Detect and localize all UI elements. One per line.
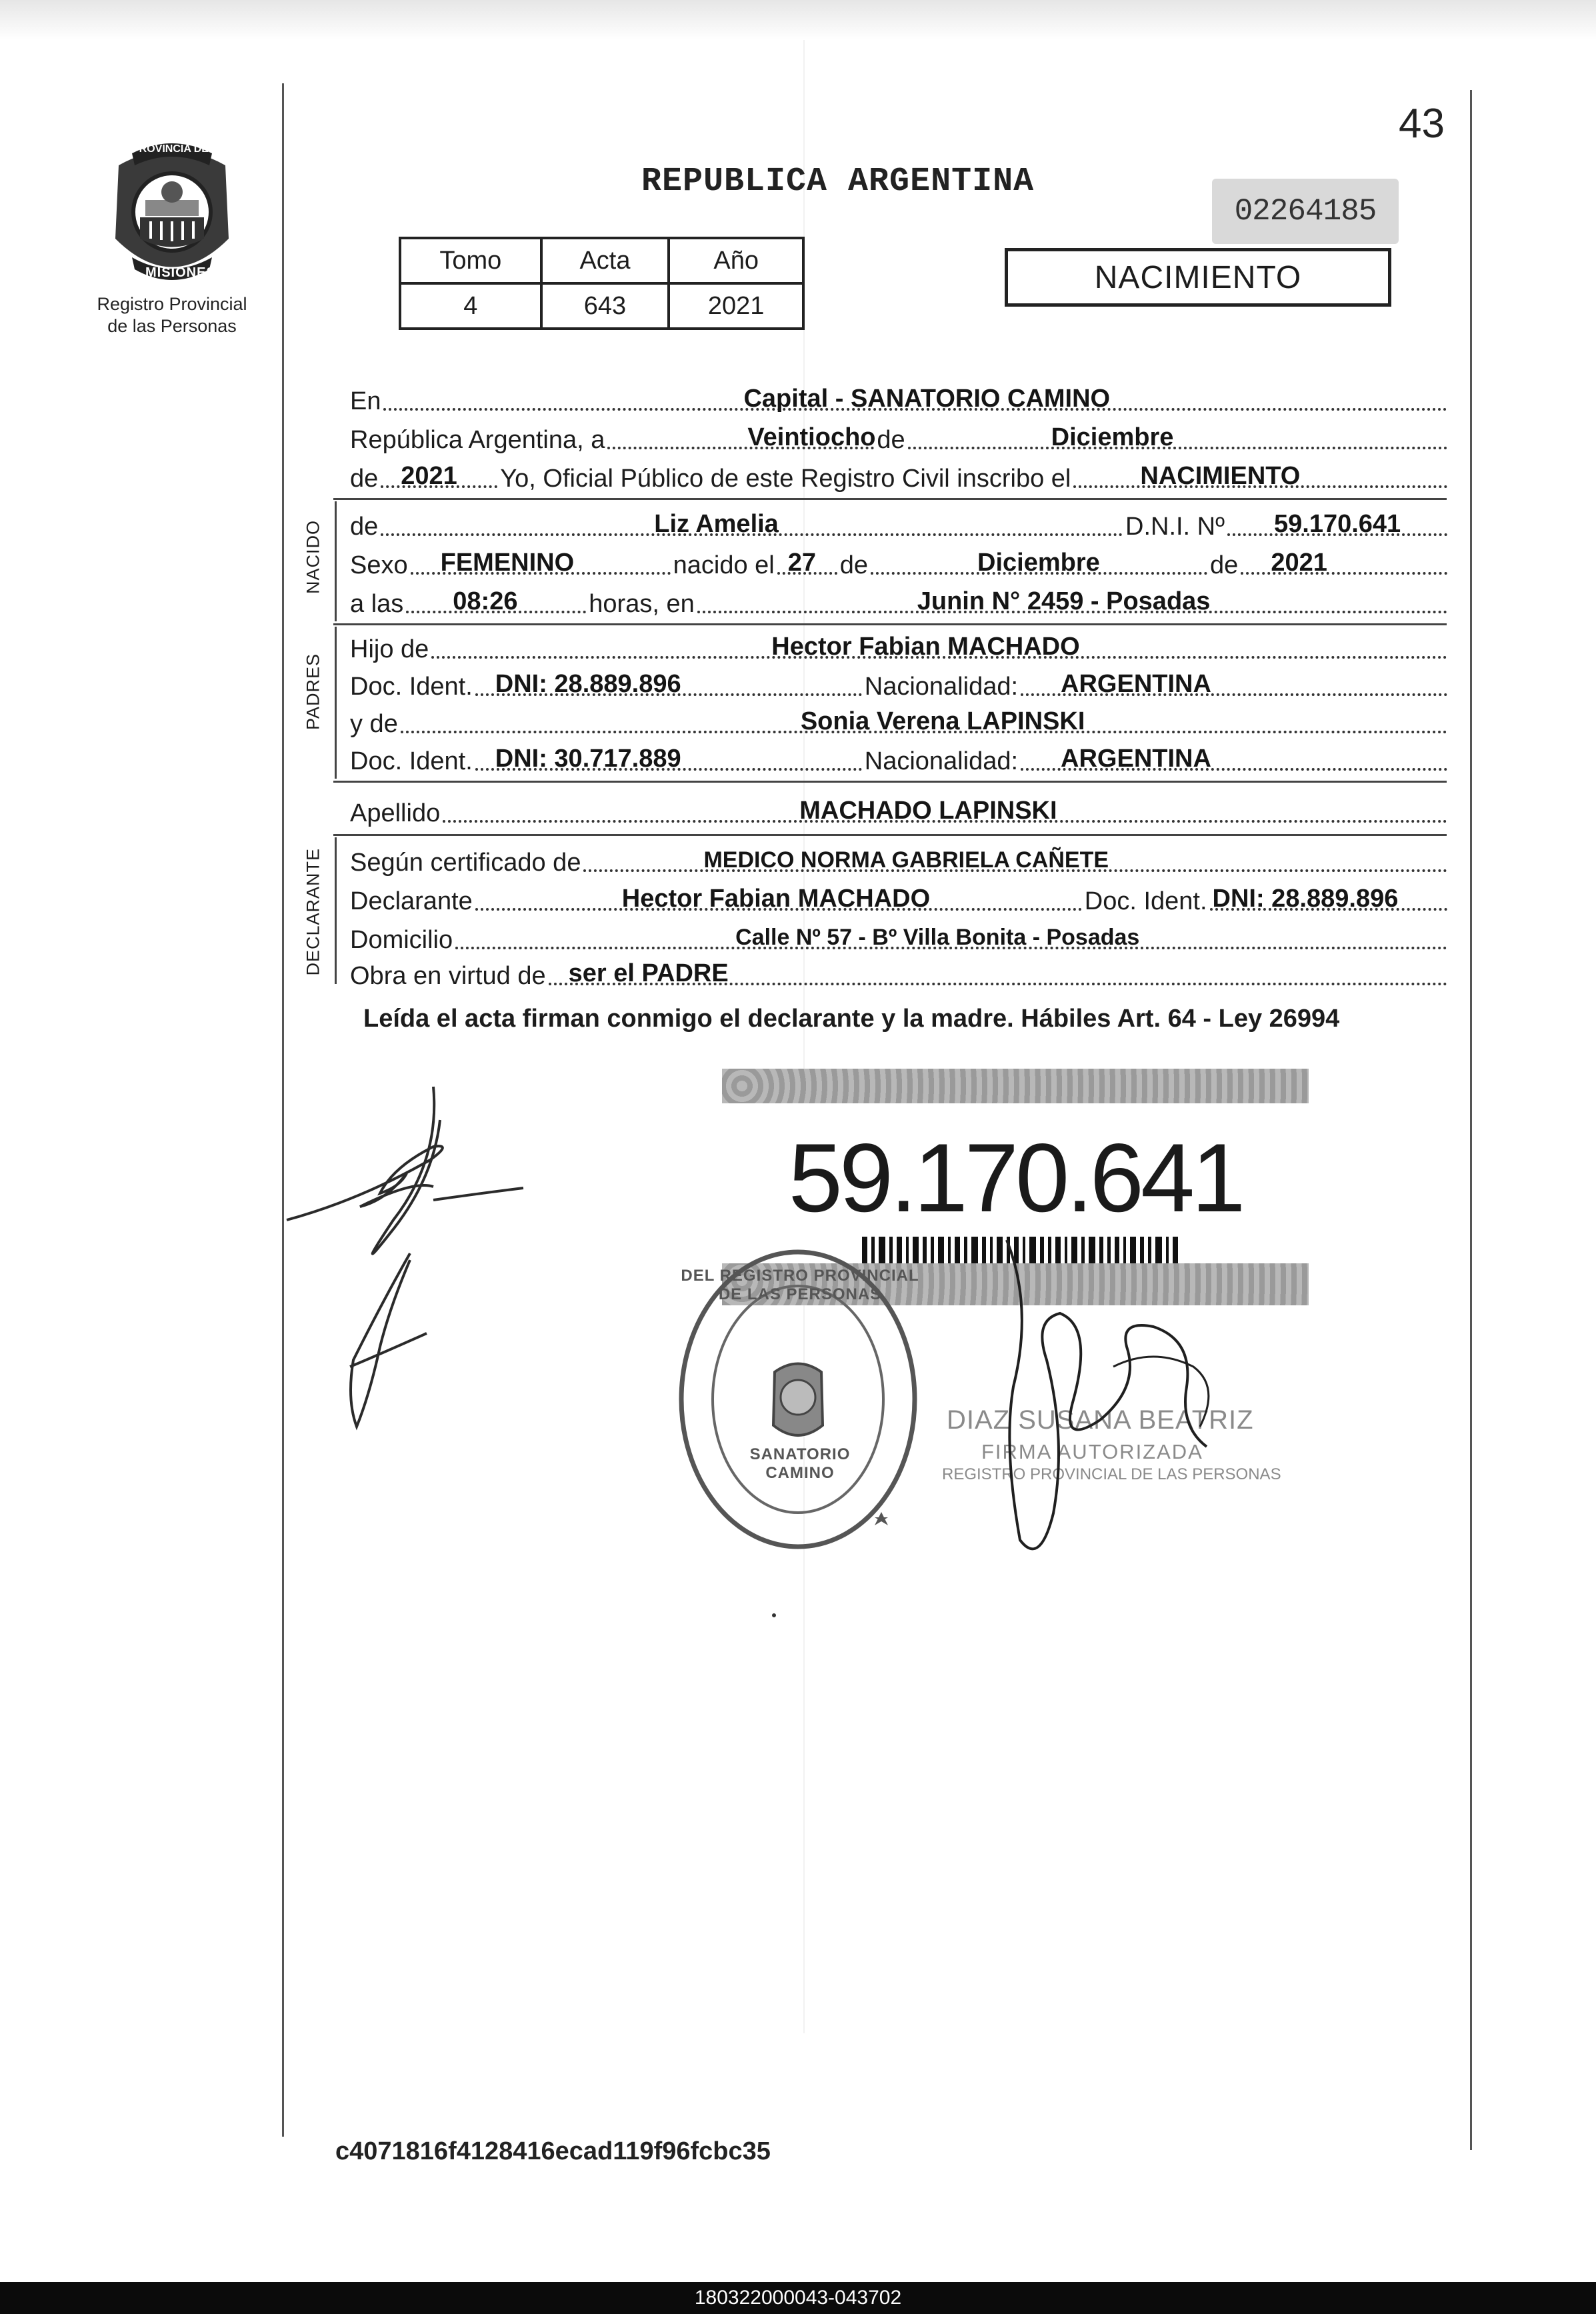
label-hijo-de: Hijo de: [350, 635, 429, 663]
label-doc-ident-3: Doc. Ident.: [1084, 887, 1207, 915]
row-padre: [350, 629, 1450, 664]
label-republica: República Argentina, a: [350, 426, 605, 454]
separator-padres-bottom: [333, 781, 1447, 783]
value-mother-doc: DNI: 30.717.889: [495, 745, 681, 773]
value-father-name: Hector Fabian MACHADO: [771, 633, 1080, 661]
declarant-signature: [280, 1080, 533, 1453]
value-ano: 2021: [669, 283, 803, 329]
row-sexo: [350, 545, 1450, 580]
value-domicilio: Calle Nº 57 - Bº Villa Bonita - Posadas: [735, 925, 1140, 950]
label-en: En: [350, 387, 381, 415]
value-child-dni: 59.170.641: [1274, 510, 1401, 538]
field-month: [908, 420, 1447, 449]
record-type-box: NACIMIENTO: [1005, 248, 1391, 307]
row-nombre: [350, 507, 1450, 541]
label-sexo: Sexo: [350, 551, 408, 579]
label-de-5: de: [1210, 551, 1239, 579]
official-signature: [993, 1227, 1233, 1573]
label-a-las: a las: [350, 590, 404, 618]
value-father-nationality: ARGENTINA: [1061, 670, 1211, 698]
label-horas-en: horas, en: [589, 590, 695, 618]
field-en: [383, 381, 1447, 411]
field-birth-time: [406, 584, 586, 613]
field-father-name: [431, 629, 1447, 659]
label-domicilio: Domicilio: [350, 926, 453, 954]
serial-number: 02264185: [1212, 179, 1399, 244]
stamp-outer-text: DEL REGISTRO PROVINCIAL DE LAS PERSONAS: [681, 1267, 919, 1303]
registry-label: [79, 293, 265, 337]
value-certificado: MEDICO NORMA GABRIELA CAÑETE: [703, 847, 1109, 873]
label-nacionalidad-2: Nacionalidad:: [864, 747, 1019, 775]
field-declarante-doc: [1210, 881, 1447, 911]
dni-number: 59.170.641: [788, 1123, 1243, 1232]
value-father-doc: DNI: 28.889.896: [495, 670, 681, 698]
separator-nacido-top: [333, 498, 1447, 500]
record-table: [399, 237, 805, 330]
side-label-padres: PADRES: [303, 653, 323, 731]
signatory-name: DIAZ SUSANA BEATRIZ: [947, 1405, 1254, 1435]
row-madre: [350, 704, 1450, 739]
row-madre-doc: [350, 741, 1450, 776]
registry-label-line1: Registro Provincial: [97, 294, 247, 314]
field-declarante: [475, 881, 1082, 911]
label-de-2: de: [350, 465, 379, 493]
field-mother-name: [401, 704, 1447, 733]
padres-bracket: [335, 627, 337, 779]
value-birth-year: 2021: [1271, 549, 1327, 577]
header-ano: Año: [669, 238, 803, 283]
value-child-name: Liz Amelia: [654, 510, 779, 538]
side-label-nacido: NACIDO: [303, 520, 323, 595]
value-birth-time: 08:26: [453, 587, 518, 615]
label-declarante: Declarante: [350, 887, 473, 915]
separator-declarante-top: [333, 834, 1447, 836]
seal-bottom-text: MISIONES: [145, 265, 216, 280]
value-day-words: Veintiocho: [747, 423, 876, 451]
field-mother-doc: [475, 741, 862, 771]
field-acta-type: [1073, 459, 1447, 488]
label-doc-ident-1: Doc. Ident.: [350, 673, 473, 701]
value-mother-name: Sonia Verena LAPINSKI: [800, 707, 1085, 735]
row-padre-doc: [350, 667, 1450, 701]
value-surname: MACHADO LAPINSKI: [799, 797, 1057, 825]
document-hash: c4071816f4128416ecad119f96fcbc35: [335, 2137, 771, 2165]
field-birth-year: [1241, 545, 1447, 575]
nacido-bracket: [335, 501, 337, 621]
registry-label-line2: de las Personas: [107, 316, 237, 336]
value-tomo: 4: [400, 283, 541, 329]
field-sexo: [411, 545, 671, 575]
label-apellido: Apellido: [350, 799, 441, 827]
value-birth-place: Junin N° 2459 - Posadas: [917, 587, 1211, 615]
label-dni: D.N.I. Nº: [1125, 513, 1225, 541]
value-birth-day: 27: [787, 549, 817, 577]
header-acta: Acta: [541, 238, 669, 283]
field-obra: [549, 956, 1447, 985]
row-inscribo: [350, 459, 1450, 493]
label-de-4: de: [839, 551, 869, 579]
label-certificado: Según certificado de: [350, 849, 581, 877]
field-day: [607, 420, 874, 449]
declarante-bracket: [335, 837, 337, 984]
value-acta-type: NACIMIENTO: [1140, 462, 1301, 490]
row-en: [350, 381, 1450, 416]
field-child-dni: [1227, 507, 1447, 536]
scan-footer-id: 180322000043-043702: [0, 2282, 1596, 2314]
row-hora: [350, 584, 1450, 619]
field-father-nationality: [1021, 667, 1447, 696]
label-nacionalidad-1: Nacionalidad:: [864, 673, 1019, 701]
label-doc-ident-2: Doc. Ident.: [350, 747, 473, 775]
label-nacido-el: nacido el: [673, 551, 775, 579]
label-de-3: de: [350, 513, 379, 541]
field-certificado: [583, 843, 1447, 872]
field-birth-place: [697, 584, 1447, 613]
ink-dot: [772, 1613, 776, 1617]
field-mother-nationality: [1021, 741, 1447, 771]
field-domicilio: [455, 920, 1447, 949]
row-domicilio: [350, 920, 1450, 955]
value-acta: 643: [541, 283, 669, 329]
closing-text: Leída el acta firman conmigo el declarante y la madre. Hábiles Art. 64 - Ley 26994: [363, 1005, 1340, 1033]
signatory-org: REGISTRO PROVINCIAL DE LAS PERSONAS: [942, 1465, 1281, 1483]
scan-top-haze: [0, 0, 1596, 40]
value-declarante-doc: DNI: 28.889.896: [1212, 885, 1399, 913]
value-year: 2021: [401, 462, 457, 490]
value-sexo: FEMENINO: [440, 549, 575, 577]
field-year: [381, 459, 497, 488]
label-de-1: de: [877, 426, 905, 454]
label-yo: Yo, Oficial Público de este Registro Civil inscribo el: [500, 465, 1071, 493]
signatory-title: FIRMA AUTORIZADA: [981, 1440, 1203, 1463]
value-mother-nationality: ARGENTINA: [1061, 745, 1211, 773]
value-declarante: Hector Fabian MACHADO: [621, 885, 931, 913]
header-tomo: Tomo: [400, 238, 541, 283]
right-margin-line: [1470, 90, 1472, 2150]
field-birth-month: [871, 545, 1207, 575]
label-y-de: y de: [350, 710, 398, 738]
dni-sticker-top-band: [722, 1069, 1309, 1103]
row-declarante: [350, 881, 1450, 916]
document-title: REPUBLICA ARGENTINA: [641, 163, 1035, 201]
value-month: Diciembre: [1051, 423, 1174, 451]
stamp-inner-text: SANATORIO CAMINO: [749, 1445, 851, 1482]
row-apellido: [350, 793, 1450, 828]
record-table-value-row: [400, 283, 803, 329]
paper-fold-line: [803, 40, 805, 2033]
field-birth-day: [777, 545, 837, 575]
seal-top-text: PROVINCIA DE: [132, 143, 209, 155]
record-table-header-row: [400, 238, 803, 283]
separator-padres-top: [333, 623, 1447, 625]
value-birth-month: Diciembre: [977, 549, 1100, 577]
value-obra: ser el PADRE: [568, 959, 729, 987]
row-fecha: [350, 420, 1450, 455]
value-en: Capital - SANATORIO CAMINO: [743, 385, 1111, 413]
row-obra: [350, 956, 1450, 991]
field-surname: [443, 793, 1447, 823]
label-obra: Obra en virtud de: [350, 962, 546, 990]
field-father-doc: [475, 667, 862, 696]
page-number: 43: [1399, 101, 1445, 147]
row-certificado: [350, 843, 1450, 877]
side-label-declarante: DECLARANTE: [303, 847, 323, 976]
field-child-name: [381, 507, 1123, 536]
